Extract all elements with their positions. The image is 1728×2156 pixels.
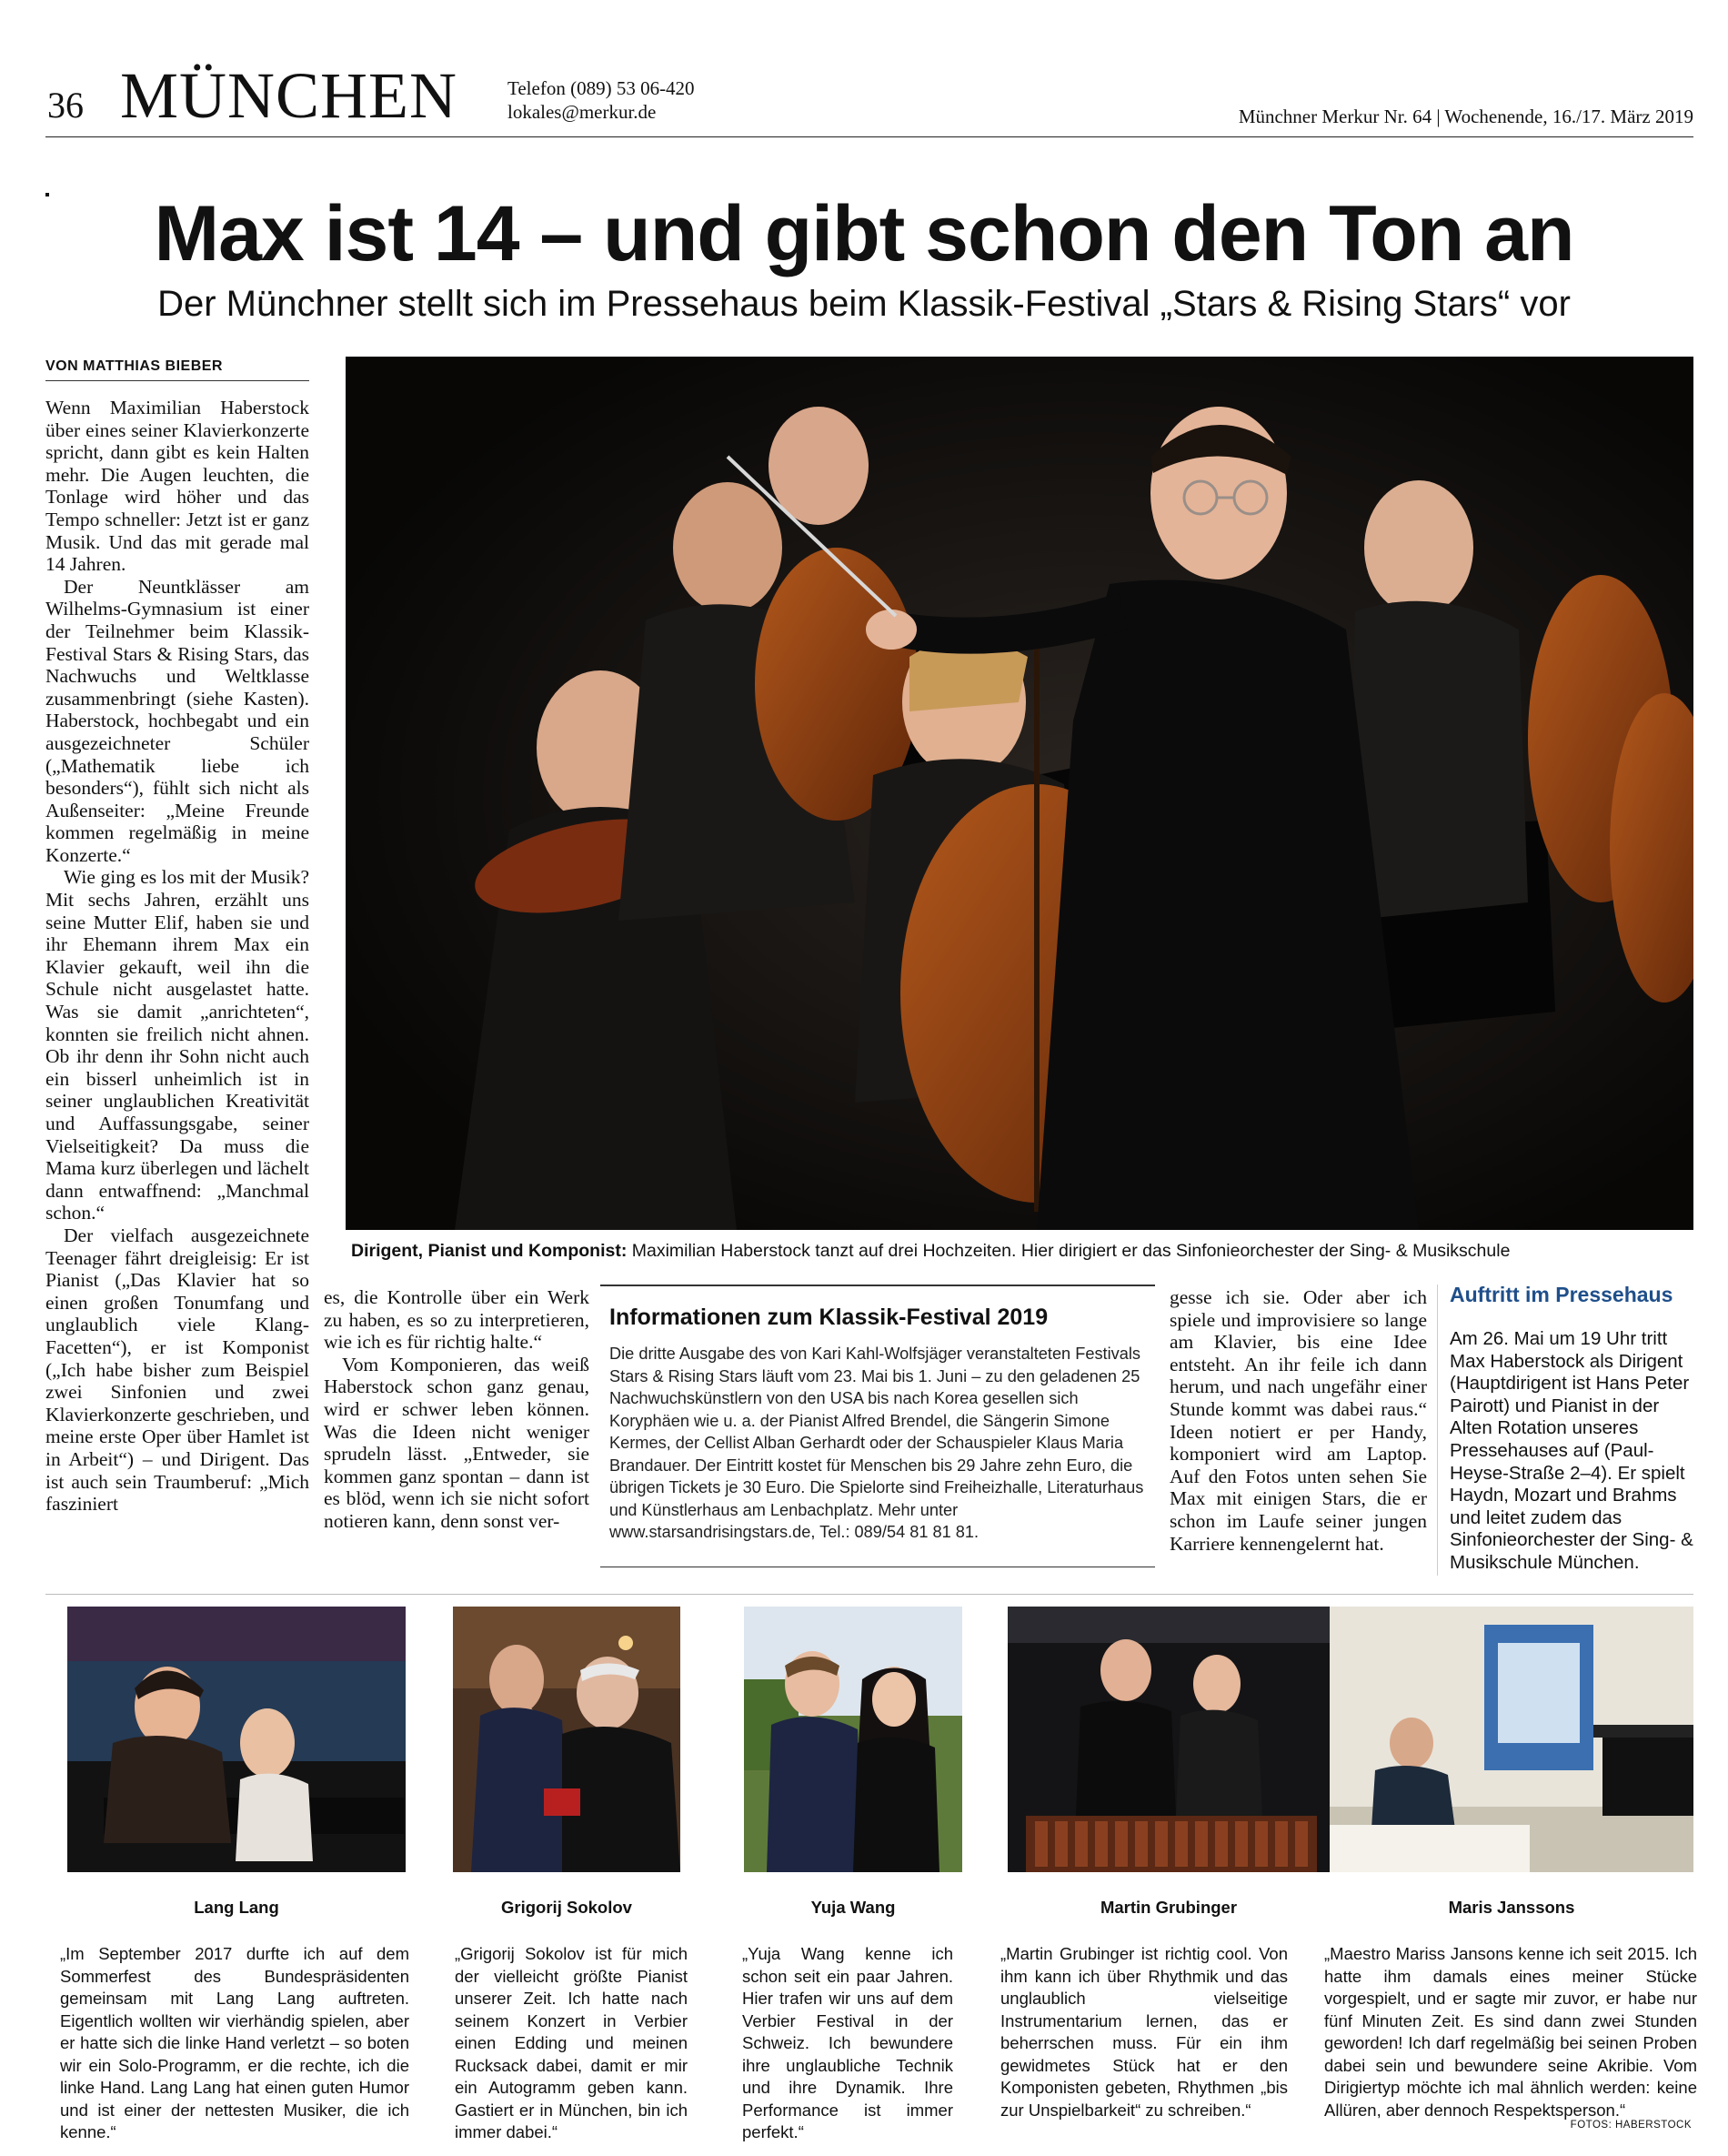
info-box-text: Die dritte Ausgabe des von Kari Kahl-Wolfsjäger veranstalteten Festivals Stars & Rising Stars läuft vom 23. Mai bis 1. Juni – zu den geladenen 25 Nachwuchskünstlern von den USA bis nach Korea gesellen sich Koryphäen wie u. a. der Pianist Alfred Brendel, die Sängerin Simone Kermes, der Cellist Alban Gerhardt oder der Schauspieler Klaus Maria Brandauer. Der Eintritt kostet für Menschen bis 29 Jahre zehn Euro, die übrigen Tickets je 30 Euro. Die Spielorte sind Freiheizhalle, Literaturhaus und Künstlerhaus am Lenbachplatz. Mehr unter www.starsandrisingstars.de, Tel.: 089/54 81 81 81. — [609, 1345, 1144, 1541]
stars-rule — [45, 1594, 1693, 1595]
photo-martin-grubinger — [1008, 1607, 1330, 1872]
star-name-lang-lang: Lang Lang — [194, 1898, 279, 1917]
star-name-grigorij-sokolov: Grigorij Sokolov — [501, 1898, 632, 1917]
headline: Max ist 14 – und gibt schon den Ton an — [154, 190, 1574, 277]
paragraph: Wenn Maximilian Haberstock über eines seiner Klavierkonzerte spricht, dann gibt es kein Halten mehr. Die Augen leuchten, die Tonlage wird höher und das Tempo schneller: Jetzt ist er ganz Musik. Und das mit gerade mal 14 Jahren. — [45, 397, 309, 576]
paragraph: gesse ich sie. Oder aber ich spiele und improvisiere so lange am Klavier, bis eine Idee entsteht. An ihr feile ich dann herum, und nach ungefähr einer Stunde kommt was dabei raus.“ Ideen notiert er per Handy, komponiert wird am Laptop. Auf den Fotos unten sehen Sie Max mit einigen Stars, die er schon im Laufe seiner jungen Karriere kennengelernt hat. — [1170, 1286, 1427, 1555]
photo-maris-janssons — [1330, 1607, 1693, 1872]
paragraph: Vom Komponieren, das weiß Haberstock schon ganz genau, wird er schwer leben können. Was die Ideen nicht weniger sprudeln lässt. „Entweder, sie kommen ganz spontan – dann ist es blöd, wenn ich sie nicht sofort notieren kann, denn sonst ver- — [324, 1353, 589, 1532]
contact-email: lokales@merkur.de — [507, 101, 657, 123]
byline: VON MATTHIAS BIEBER — [45, 358, 223, 374]
article-column-2 — [324, 1286, 589, 1533]
star-quote-martin-grubinger: „Martin Grubinger ist richtig cool. Von ihm kann ich über Rhythmik und das unglaublich vielseitige Instrumentarium lernen, das er beherrschen muss. Für ein ihm gewidmetes Stück hat er den Komponisten gebeten, Rhythmen „bis zur Unspielbarkeit“ zu schreiben.“ — [1000, 1944, 1288, 2120]
paragraph: Der vielfach ausgezeichnete Teenager fährt dreigleisig: Er ist Pianist („Das Klavier hat so einen großen Tonumfang und unglaublich viele Klang-Facetten“), er ist Komponist („Ich habe bisher zum Beispiel zwei Sinfonien und zwei Klavierkonzerte geschrieben, und meine erste Oper über Hamlet ist in Arbeit“) – und Dirigent. Das ist auch sein Traumberuf: „Mich fasziniert — [45, 1224, 309, 1516]
sidebar-rule — [1437, 1285, 1438, 1576]
section-title: MÜNCHEN — [120, 59, 458, 132]
caption-text: Maximilian Haberstock tanzt auf drei Hochzeiten. Hier dirigiert er das Sinfonieorchester der Sing- & Musikschule — [627, 1241, 1511, 1261]
subheadline: Der Münchner stellt sich im Pressehaus beim Klassik-Festival „Stars & Rising Stars“ vor — [157, 284, 1571, 324]
paragraph: Wie ging es los mit der Musik? Mit sechs Jahren, erzählt uns seine Mutter Elif, haben sie und ihr Ehemann ihrem Max ein Klavier gekauft, weil ihn die Schule nicht ausgelastet hatte. Was sie damit „anrichteten“, konnten sie freilich nicht ahnen. Ob ihr denn ihr Sohn nicht auch ein bisserl unheimlich ist in seiner unglaublichen Kreativität und Auffassungsgabe, seiner Vielseitigkeit? Da muss die Mama kurz überlegen und lächelt dann entwaffnend: „Manchmal schon.“ — [45, 866, 309, 1224]
paragraph: es, die Kontrolle über ein Werk zu haben, es so zu interpretieren, wie ich es für richtig halte.“ — [324, 1286, 589, 1354]
star-name-yuja-wang: Yuja Wang — [810, 1898, 896, 1917]
article-column-4 — [1170, 1286, 1427, 1555]
main-photo-caption — [351, 1241, 1697, 1262]
byline-rule — [45, 380, 309, 381]
star-quote-lang-lang: „Im September 2017 durfte ich auf dem Sommerfest des Bundespräsidenten gemeinsam mit Lang Lang auftreten. Eigentlich wollten wir vierhändig spielen, aber er hatte sich die linke Hand verletzt – so boten wir ein Solo-Programm, er die rechte, ich die linke Hand. Lang Lang hat einen guten Humor und ist einer der nettesten Musiker, die ich kenne.“ — [60, 1944, 409, 2141]
photo-credit: FOTOS: HABERSTOCK — [1570, 2120, 1692, 2131]
header-rule — [45, 136, 1693, 137]
info-box — [600, 1285, 1155, 1567]
caption-lead: Dirigent, Pianist und Komponist: — [351, 1241, 628, 1261]
photo-lang-lang — [67, 1607, 406, 1872]
masthead-info: Münchner Merkur Nr. 64 | Wochenende, 16./17. März 2019 — [1238, 106, 1693, 127]
sidebar-title: Auftritt im Pressehaus — [1450, 1283, 1673, 1306]
page-number: 36 — [47, 85, 84, 126]
sidebar-text: Am 26. Mai um 19 Uhr tritt Max Haberstock als Dirigent (Hauptdirigent ist Hans Peter Pairott) und Pianist in der Alten Rotation unseres Pressehauses auf (Paul-Heyse-Straße 2–4). Er spielt Haydn, Mozart und Brahms und leitet zudem das Sinfonieorchester der Sing- & Musikschule München. — [1450, 1328, 1693, 1573]
info-box-title: Informationen zum Klassik-Festival 2019 — [609, 1305, 1049, 1330]
photo-yuja-wang — [744, 1607, 962, 1872]
main-photo-conductor — [346, 357, 1693, 1230]
star-quote-yuja-wang: „Yuja Wang kenne ich schon seit ein paar Jahren. Hier trafen wir uns auf dem Verbier Festival in der Schweiz. Ich bewundere ihre unglaubliche Technik und ihre Dynamik. Ihre Performance ist immer perfekt.“ — [742, 1944, 953, 2141]
contact-info — [507, 76, 695, 124]
star-name-martin-grubinger: Martin Grubinger — [1100, 1898, 1238, 1917]
photo-grigorij-sokolov — [453, 1607, 680, 1872]
contact-phone: Telefon (089) 53 06-420 — [507, 77, 695, 99]
paragraph: Der Neuntklässer am Wilhelms-Gymnasium ist einer der Teilnehmer beim Klassik-Festival Stars & Rising Stars, das Nachwuchs und Weltklasse zusammenbringt (siehe Kasten). Haberstock, hochbegabt und ein ausgezeichneter Schüler („Mathematik liebe ich besonders“), fühlt sich nicht als Außenseiter: „Meine Freunde kommen regelmäßig in meine Konzerte.“ — [45, 575, 309, 866]
article-column-1 — [45, 397, 309, 1516]
star-name-maris-janssons: Maris Janssons — [1448, 1898, 1575, 1917]
star-quote-maris-janssons: „Maestro Mariss Jansons kenne ich seit 2015. Ich hatte ihm damals eines meiner Stücke vorgespielt, und er sagte mir zuvor, er habe nur fünf Minuten Zeit. Es sind dann zwei Stunden geworden! Ich darf regelmäßig bei seinen Proben dabei sein und bewundere seine Akribie. Vom Dirigiertyp möchte ich mal ähnlich werden: keine Allüren, aber dennoch Respektsperson.“ — [1324, 1944, 1697, 2120]
star-quote-grigorij-sokolov: „Grigorij Sokolov ist für mich der vielleicht größte Pianist unserer Zeit. Ich hatte nach seinem Konzert in Verbier einen Edding und meinen Rucksack dabei, damit er mir ein Autogramm geben kann. Gastiert er in München, bin ich immer dabei.“ — [455, 1944, 688, 2141]
